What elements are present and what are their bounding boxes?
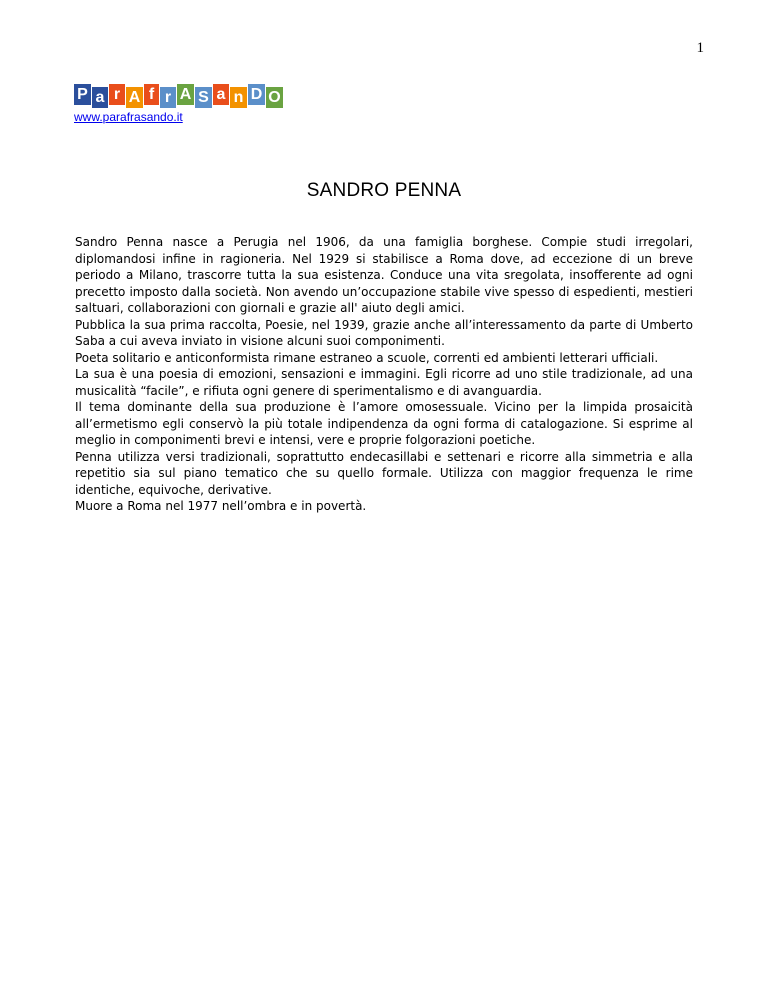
- logo-letter-tile: P: [74, 84, 91, 105]
- paragraph-metrics: Penna utilizza versi tradizionali, soprattutto endecasillabi e settenari e ricorre alla simmetria e alla repetitio sia sul piano tematico che su quello formale. Utilizza con maggior frequenza le rime identiche, equivoche, derivative.: [75, 449, 693, 497]
- logo-letter-tile: r: [109, 84, 125, 105]
- paragraph-death: Muore a Roma nel 1977 nell’ombra e in povertà.: [75, 499, 367, 513]
- document-body: [75, 234, 693, 515]
- logo-letter-tile: r: [160, 87, 176, 108]
- logo-letter-tile: S: [195, 87, 212, 108]
- logo-letter-tile: n: [230, 87, 247, 108]
- paragraph-solitary-poet: Poeta solitario e anticonformista rimane estraneo a scuole, correnti ed ambienti letterari ufficiali.: [75, 350, 659, 365]
- logo-letter-tile: a: [92, 87, 108, 108]
- document-title: SANDRO PENNA: [306, 180, 462, 201]
- logo-letter-tile: A: [126, 87, 143, 108]
- logo-letter-tile: A: [177, 84, 194, 105]
- parafrasando-logo[interactable]: [74, 84, 283, 108]
- logo-letter-tile: a: [213, 84, 229, 105]
- paragraph-biography: Sandro Penna nasce a Perugia nel 1906, da una famiglia borghese. Compie studi irregolari, diplomandosi infine in ragioneria. Nel 1929 si stabilisce a Roma dove, ad eccezione di un breve periodo a Milano, trascorre tutta la sua esistenza. Conduce una vita sregolata, insofferente ad ogni precetto imposto dalla società. Non avendo un’occupazione stabile vive spesso di espedienti, mestieri saltuari, collaborazioni con giornali e grazie all' aiuto degli amici.: [75, 235, 693, 315]
- page-number: 1: [696, 40, 704, 56]
- website-link[interactable]: www.parafrasando.it: [74, 110, 183, 124]
- logo-letter-tile: f: [144, 84, 159, 105]
- logo-letter-tile: O: [266, 87, 283, 108]
- paragraph-style: La sua è una poesia di emozioni, sensazioni e immagini. Egli ricorre ad uno stile tradizionale, ad una musicalità “facile”, e rifiuta ogni genere di sperimentalismo e di avanguardia.: [75, 367, 693, 398]
- logo-letter-tile: D: [248, 84, 265, 105]
- paragraph-themes: Il tema dominante della sua produzione è l’amore omosessuale. Vicino per la limpida prosaicità all’ermetismo egli conservò la più totale indipendenza da ogni forma di catalogazione. Si esprime al meglio in componimenti brevi e intensi, vere e proprie folgorazioni poetiche.: [75, 400, 693, 447]
- paragraph-first-collection: Pubblica la sua prima raccolta, Poesie, nel 1939, grazie anche all’interessamento da parte di Umberto Saba a cui aveva inviato in visione alcuni suoi componimenti.: [75, 317, 693, 348]
